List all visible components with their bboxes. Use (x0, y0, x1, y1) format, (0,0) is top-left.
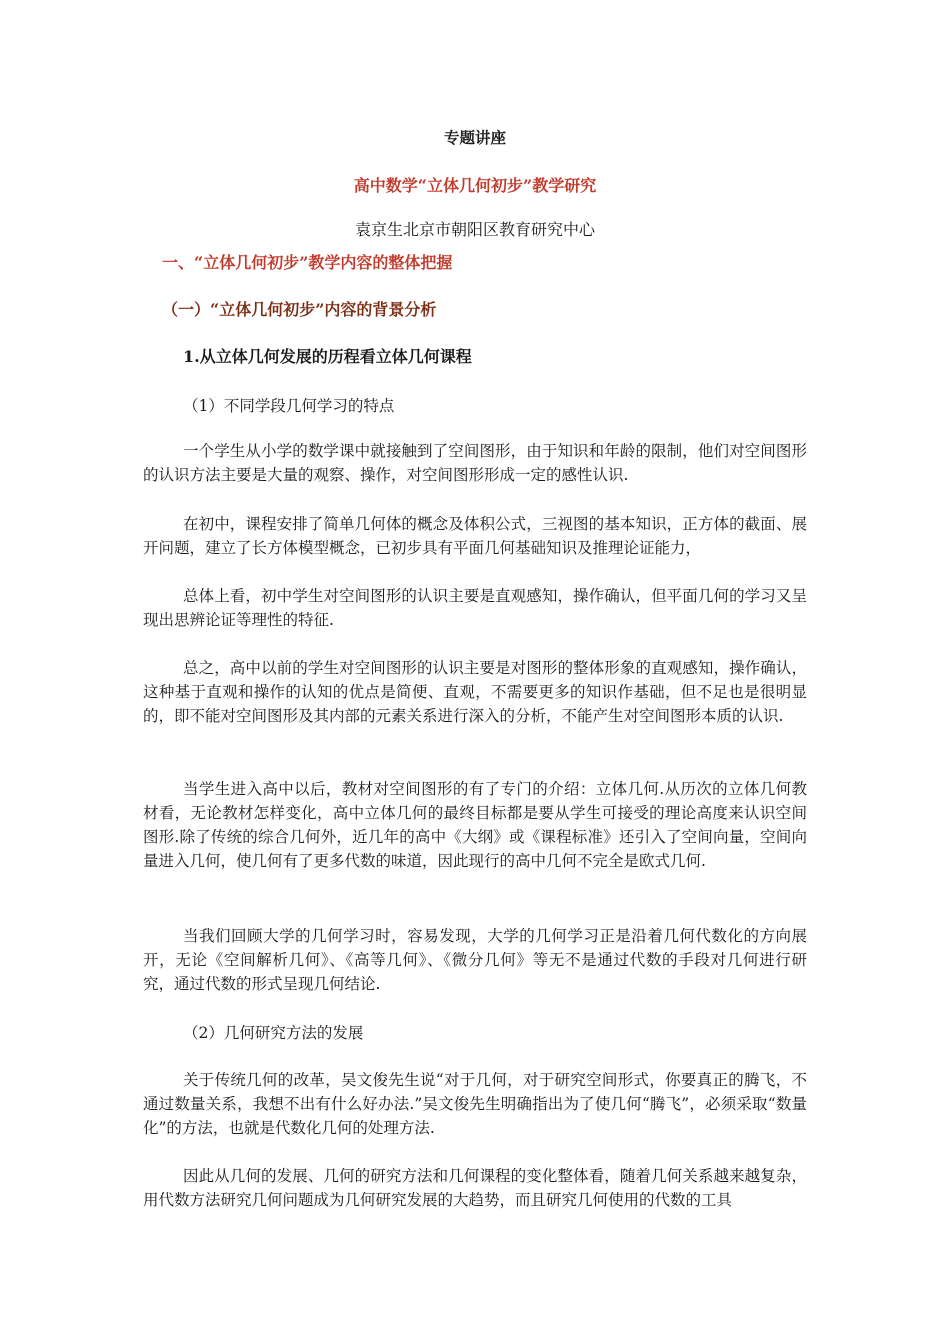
paragraph-5: 当学生进入高中以后，教材对空间图形的有了专门的介绍：立体几何.从历次的立体几何教材看，无论教材怎样变化，高中立体几何的最终目标都是要从学生可接受的理论高度来认识空间图形.除了传统的综合几何外，近几年的高中《大纲》或《课程标准》还引入了空间向量，空间向量进入几何，使几何有了更多代数的味道，因此现行的高中几何不完全是欧式几何. (143, 780, 807, 870)
paragraph-2: 在初中，课程安排了简单几何体的概念及体积公式，三视图的基本知识，正方体的截面、展开问题，建立了长方体模型概念，已初步具有平面几何基础知识及推理论证能力， (143, 515, 807, 557)
series-label: 专题讲座 (443, 128, 506, 147)
paragraph-7: 关于传统几何的改革，吴文俊先生说“对于几何，对于研究空间形式，你要真正的腾飞，不通过数量关系，我想不出有什么好办法.”吴文俊先生明确指出为了使几何“腾飞”，必须采取“数量化”的方法，也就是代数化几何的处理方法. (143, 1071, 807, 1137)
subsection-heading-1: （1）不同学段几何学习的特点 (183, 397, 395, 415)
section-heading-1: 一、“立体几何初步”教学内容的整体把握 (162, 253, 453, 272)
subsection-heading-2: （2）几何研究方法的发展 (183, 1024, 364, 1042)
paragraph-1: 一个学生从小学的数学课中就接触到了空间图形，由于知识和年龄的限制，他们对空间图形的认识方法主要是大量的观察、操作，对空间图形形成一定的感性认识. (143, 442, 807, 484)
paragraph-3: 总体上看，初中学生对空间图形的认识主要是直观感知，操作确认，但平面几何的学习又呈现出思辨论证等理性的特征. (143, 587, 807, 629)
page-title: 高中数学“立体几何初步”教学研究 (353, 176, 597, 195)
section-heading-2: （一）“立体几何初步”内容的背景分析 (162, 300, 437, 319)
paragraph-6: 当我们回顾大学的几何学习时，容易发现，大学的几何学习正是沿着几何代数化的方向展开，无论《空间解析几何》、《高等几何》、《微分几何》等无不是通过代数的手段对几何进行研究，通过代数的形式呈现几何结论. (143, 927, 807, 993)
author-line: 袁京生北京市朝阳区教育研究中心 (354, 220, 595, 239)
paragraph-8: 因此从几何的发展、几何的研究方法和几何课程的变化整体看，随着几何关系越来越复杂，用代数方法研究几何问题成为几何研究发展的大趋势，而且研究几何使用的代数的工具 (143, 1167, 807, 1209)
paragraph-4: 总之，高中以前的学生对空间图形的认识主要是对图形的整体形象的直观感知，操作确认，这种基于直观和操作的认知的优点是简便、直观，不需要更多的知识作基础，但不足也是很明显的，即不能对空间图形及其内部的元素关系进行深入的分析，不能产生对空间图形本质的认识. (143, 659, 807, 725)
section-heading-3: 1.从立体几何发展的历程看立体几何课程 (183, 347, 472, 366)
